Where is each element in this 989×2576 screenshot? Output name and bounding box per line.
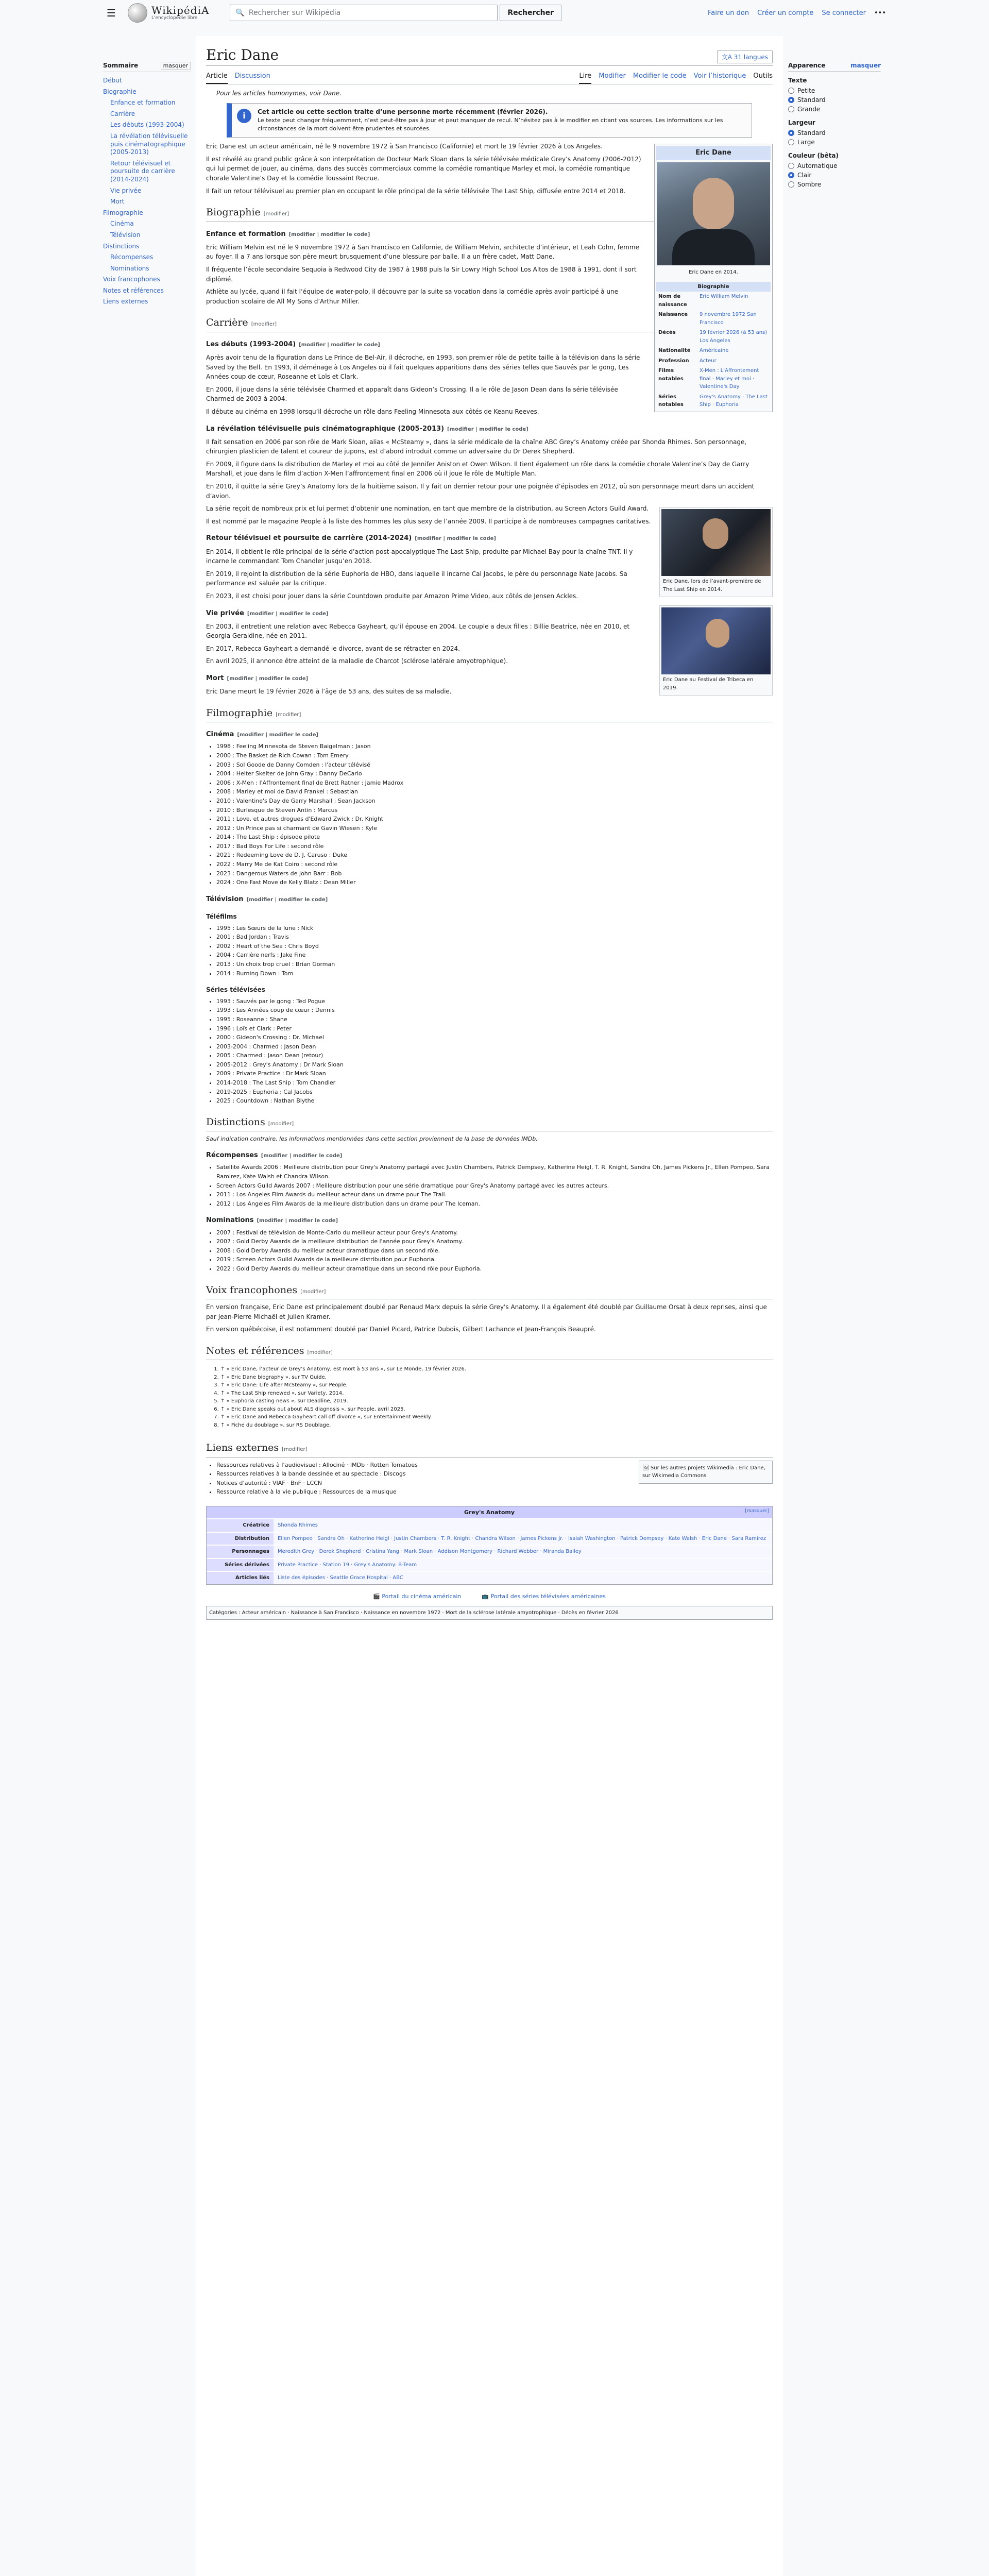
filmography-item: • 2017 : Bad Boys For Life : second rôle	[216, 842, 773, 851]
voix-paragraph-1: En version française, Eric Dane est principalement doublé par Renaud Marx depuis la série Grey's Anatomy. Il a également été doublé par Guillaume Orsat à deux reprises, ainsi que par Jean-Pierre Michaël et Julien Kramer.	[206, 1303, 767, 1320]
portals	[206, 1592, 773, 1601]
series-item: • 1993 : Sauvés par le gong : Ted Pogue	[216, 997, 773, 1006]
color-light[interactable]: Clair	[788, 171, 881, 180]
section-notes: Notes et références [modifier]	[206, 1344, 773, 1360]
infobox-value[interactable]: 19 février 2026 (à 53 ans) Los Angeles	[700, 330, 768, 344]
search-input[interactable]	[230, 5, 498, 21]
filmography-item: • 2006 : X-Men : l'Affrontement final de Brett Ratner : Jamie Madrox	[216, 778, 773, 788]
tab-history[interactable]: Voir l’historique	[693, 72, 746, 80]
voix-paragraph-2: En version québécoise, il est notamment doublé par Daniel Picard, Patrice Dubois, Gilbert Lachance et Jean-François Beaupré.	[206, 1326, 596, 1333]
section-carriere: Carrière [modifier]	[206, 315, 773, 332]
filmography-item: • 2010 : Valentine's Day de Garry Marshall : Sean Jackson	[216, 796, 773, 806]
debuts-paragraph-2: En 2000, il joue dans la série télévisée Charmed et apparaît dans Gideon’s Crossing. Il a le rôle de Jason Dean dans la série télévisée Charmed de 2003 à 2004.	[206, 385, 618, 403]
search-button[interactable]: Rechercher	[500, 5, 561, 21]
series-item: • 2005-2012 : Grey's Anatomy : Dr Mark Sloan	[216, 1060, 773, 1070]
text-size-large[interactable]: Grande	[788, 105, 881, 114]
telefilm-item: • 2004 : Carrière nerfs : Jake Fine	[216, 951, 773, 960]
series-item: • 1993 : Les Années coup de cœur : Dennis	[216, 1006, 773, 1015]
toc-hide-button[interactable]: masquer	[161, 62, 191, 70]
language-button[interactable]: 文A 31 langues	[717, 50, 773, 63]
infobox-key: Nom de naissance	[658, 294, 687, 308]
telefilm-item: • 2002 : Heart of the Sea : Chris Boyd	[216, 942, 773, 951]
infobox-value[interactable]: 9 novembre 1972 San Francisco	[700, 312, 757, 326]
toc-item[interactable]: La révélation télévisuelle puis cinématographique (2005-2013)	[110, 132, 188, 156]
filmography-item: • 2000 : The Basket de Rich Cowan : Tom Emery	[216, 751, 773, 760]
infobox-key: Profession	[658, 358, 689, 364]
filmography-item: • 2012 : Un Prince pas si charmant de Gavin Wiesen : Kyle	[216, 824, 773, 833]
award-item: • Satellite Awards 2006 : Meilleure distribution pour Grey's Anatomy partagé avec Justin Chambers, Patrick Dempsey, Katherine Heigl, T. R. Knight, Sandra Oh, James Pickens Jr., Ellen Pompeo, Sara Ramirez, Kate Walsh et Chandra Wilson.	[216, 1163, 773, 1181]
infobox-row	[656, 346, 771, 356]
page-tabs	[206, 69, 773, 84]
filmography-item: • 2008 : Marley et moi de David Frankel : Sebastian	[216, 787, 773, 796]
awards-list	[206, 1163, 773, 1208]
tab-edit[interactable]: Modifier	[599, 72, 626, 80]
recent-death-notice	[227, 103, 752, 138]
intro-paragraph-2: Il est révélé au grand public grâce à son interprétation de Docteur Mark Sloan dans la série télévisée médicale Grey’s Anatomy (2006-2012) qui lui permet de jouer, au cinéma, dans des succès commerciaux comme la comédie romantique Marley et moi, la comédie romantique chorale Valentine’s Day et la comédie Toussaint Recrue.	[206, 155, 641, 182]
toc-item[interactable]: Mort	[110, 198, 125, 206]
revelation-paragraph-4: La série reçoit de nombreux prix et lui permet d’obtenir une nomination, en tant que membre de la distribution, au Screen Actors Guild Award.	[206, 505, 649, 513]
infobox-row	[656, 392, 771, 410]
vie-paragraph-3: En avril 2025, il annonce être atteint de la maladie de Charcot (sclérose latérale amyotrophique).	[206, 657, 508, 665]
toc-item[interactable]: Vie privée	[110, 187, 142, 194]
reference-item: 3. ↑ « Eric Dane: Life after McSteamy », sur People.	[220, 1381, 773, 1389]
toc-item[interactable]: Retour télévisuel et poursuite de carrière (2014-2024)	[110, 159, 175, 183]
toc-item[interactable]: Les débuts (1993-2004)	[110, 121, 184, 129]
infobox-row	[656, 310, 771, 328]
tab-article[interactable]: Article	[206, 69, 228, 84]
color-dark[interactable]: Sombre	[788, 180, 881, 189]
info-icon: i	[237, 109, 251, 123]
toc-item[interactable]: Voix francophones	[103, 276, 160, 283]
debuts-paragraph-3: Il débute au cinéma en 1998 lorsqu’il décroche un rôle dans Feeling Minnesota aux côtés de Keanu Reeves.	[206, 408, 539, 415]
revelation-paragraph-2: En 2009, il figure dans la distribution de Marley et moi au côté de Jennifer Aniston et Owen Wilson. Il tient également un rôle dans la comédie chorale Valentine’s Day de Garry Marshall, et joue dans le film d’action X-Men l’affrontement final en 2006 où il joue le rôle de Multiple Man.	[206, 460, 749, 478]
toc-item[interactable]: Nominations	[110, 264, 149, 272]
filmography-item: • 2022 : Marry Me de Kat Coiro : second rôle	[216, 860, 773, 869]
appearance-title: Apparence	[788, 62, 826, 69]
nomination-item: • 2008 : Gold Derby Awards du meilleur acteur dramatique dans un second rôle.	[216, 1246, 773, 1256]
toc-item[interactable]: Télévision	[110, 231, 141, 239]
telefilm-list	[206, 924, 773, 978]
category-links[interactable]: Catégories : Acteur américain · Naissance à San Francisco · Naissance en novembre 1972 · Mort de la sclérose latérale amyotrophique · Décès en février 2026	[206, 1606, 773, 1620]
site-tagline: L'encyclopédie libre	[151, 15, 198, 21]
mort-paragraph-1: Eric Dane meurt le 19 février 2026 à l’âge de 53 ans, des suites de sa maladie.	[206, 688, 452, 696]
site-name: WikipédiA	[151, 4, 210, 16]
reference-item: 2. ↑ « Eric Dane biography », sur TV Guide.	[220, 1374, 773, 1382]
infobox-key: Séries notables	[658, 394, 684, 408]
nomination-item: • 2007 : Festival de télévision de Monte-Carlo du meilleur acteur pour Grey's Anatomy.	[216, 1228, 773, 1238]
infobox	[654, 144, 773, 412]
text-size-standard[interactable]: Standard	[788, 95, 881, 105]
navbox-group: Distribution	[207, 1533, 274, 1545]
series-item: • 2005 : Charmed : Jason Dean (retour)	[216, 1051, 773, 1060]
infobox-value[interactable]: Américaine	[700, 348, 729, 354]
portrait-caption: Eric Dane en 2014.	[689, 269, 738, 276]
infobox-section: Biographie	[656, 282, 771, 292]
infobox-value[interactable]: Eric William Melvin	[700, 294, 748, 300]
tab-discussion[interactable]: Discussion	[234, 72, 270, 80]
filmography-item: • 1998 : Feeling Minnesota de Steven Baigelman : Jason	[216, 742, 773, 751]
section-nominations: Nominations [modifier | modifier le code]	[206, 1216, 338, 1225]
enfance-paragraph-2: Il fréquente l’école secondaire Sequoia à Redwood City de 1987 à 1988 puis la Sir Lowry High School Los Altos de 1988 à 1991, dont il sort diplômé.	[206, 266, 637, 283]
distinctions-note: Sauf indication contraire, les informations mentionnées dans cette section proviennent de la base de données IMDb.	[206, 1136, 538, 1143]
section-telefilms: Téléfilms	[206, 912, 237, 920]
intro-paragraph-3: Il fait un retour télévisuel au premier plan en occupant le rôle principal de la série télévisée The Last Ship, diffusée entre 2014 et 2018.	[206, 187, 626, 195]
donate-link[interactable]: Faire un don	[707, 9, 749, 17]
section-retour: Retour télévisuel et poursuite de carrière (2014-2024) [modifier | modifier le code]	[206, 534, 496, 543]
tab-edit-source[interactable]: Modifier le code	[633, 72, 687, 80]
infobox-row	[656, 328, 771, 346]
infobox-key: Naissance	[658, 312, 688, 318]
infobox-row	[656, 356, 771, 366]
section-liens: Liens externes [modifier]	[206, 1440, 773, 1457]
toc-item[interactable]: Carrière	[110, 110, 135, 117]
external-link-item: • Ressources relatives à la bande dessinée et au spectacle : Discogs	[216, 1469, 773, 1479]
filmography-item: • 2024 : One Fast Move de Kelly Blatz : Dean Miller	[216, 878, 773, 887]
infobox-value[interactable]: Acteur	[700, 358, 717, 364]
section-voix: Voix francophones [modifier]	[206, 1283, 773, 1299]
filmography-item: • 2003 : Sol Goode de Danny Comden : l'acteur télévisé	[216, 760, 773, 770]
series-item: • 1995 : Roseanne : Shane	[216, 1015, 773, 1024]
filmography-item: • 2004 : Helter Skelter de John Gray : Danny DeCarlo	[216, 769, 773, 778]
article-content	[196, 36, 783, 2576]
infobox-key: Nationalité	[658, 348, 691, 354]
revelation-paragraph-1: Il fait sensation en 2006 par son rôle de Mark Sloan, alias « McSteamy », dans la série médicale de la chaîne ABC Grey’s Anatomy créée par Shonda Rhimes. Son personnage, chirurgien plasticien de talent et coureur de jupons, est d’abord introduit comme un adversaire du Dr Derek Shepherd.	[206, 438, 747, 455]
series-item: • 2000 : Gideon's Crossing : Dr. Michael	[216, 1033, 773, 1042]
filmography-item: • 2011 : Love, et autres drogues d'Edward Zwick : Dr. Knight	[216, 815, 773, 824]
vie-paragraph-2: En 2017, Rebecca Gayheart a demandé le divorce, avant de se rétracter en 2024.	[206, 645, 460, 652]
navbox-group: Articles liés	[207, 1572, 274, 1584]
external-link-item: • Ressources relatives à l’audiovisuel : Allociné · IMDb · Rotten Tomatoes	[216, 1461, 773, 1470]
text-size-label: Texte	[788, 77, 807, 84]
toc-item[interactable]: Cinéma	[110, 220, 134, 228]
user-links	[708, 9, 886, 17]
navbox-group: Séries dérivées	[207, 1559, 274, 1571]
navbox-row	[207, 1518, 772, 1532]
color-auto[interactable]: Automatique	[788, 161, 881, 171]
navbox-greys-anatomy	[206, 1506, 773, 1585]
menu-icon[interactable]: ☰	[107, 7, 116, 19]
sister-projects-box: 🖼 Sur les autres projets Wikimedia : Eric Dane, sur Wikimedia Commons	[639, 1461, 773, 1484]
toc-item[interactable]: Notes et références	[103, 286, 164, 294]
navbox-row	[207, 1545, 772, 1558]
toc-item[interactable]: Début	[103, 77, 122, 84]
portrait-image[interactable]	[657, 162, 770, 265]
notice-text: Le texte peut changer fréquemment, n’est peut-être pas à jour et peut manquer de recul. N’hésitez pas à le modifier en citant vos sources. Les informations sur les circonstances de la mort doivent être prudentes et sourcées.	[258, 117, 723, 132]
infobox-row	[656, 366, 771, 392]
section-series: Séries télévisées	[206, 986, 265, 994]
series-item: • 2009 : Private Practice : Dr Mark Sloan	[216, 1069, 773, 1078]
toc-sidebar	[103, 62, 191, 308]
thumbnail-2014-caption: Eric Dane, lors de l’avant-première de The Last Ship en 2014.	[663, 579, 761, 592]
telefilm-item: • 2013 : Un choix trop cruel : Brian Gorman	[216, 960, 773, 969]
telefilm-item: • 2001 : Bad Jordan : Travis	[216, 933, 773, 942]
infobox-row	[656, 292, 771, 310]
navbox-row	[207, 1558, 772, 1571]
infobox-title: Eric Dane	[656, 146, 771, 160]
text-size-small[interactable]: Petite	[788, 86, 881, 95]
portal-series[interactable]: 📺 Portail des séries télévisées américaines	[482, 1592, 606, 1600]
toc-item[interactable]: Liens externes	[103, 298, 148, 306]
enfance-paragraph-3: Athlète au lycée, quand il fait l’équipe de water-polo, il découvre par la suite sa vocation dans la comédie après avoir participé à une production scolaire de All My Sons d’Arthur Miller.	[206, 288, 619, 305]
section-filmographie: Filmographie [modifier]	[206, 706, 773, 722]
retour-paragraph-2: En 2019, il rejoint la distribution de la série Euphoria de HBO, dans laquelle il incarne Cal Jacobs, le père du personnage Nate Jacobs. Sa performance est saluée par la critique.	[206, 570, 627, 587]
search-placeholder: Rechercher sur Wikipédia	[248, 9, 341, 17]
navbox-list[interactable]: Private Practice · Station 19 · Grey's Anatomy: B-Team	[274, 1559, 772, 1571]
more-options-icon[interactable]: •••	[874, 9, 886, 17]
debuts-paragraph-1: Après avoir tenu de la figuration dans Le Prince de Bel-Air, il décroche, en 1993, son premier rôle de petite taille à la télévision dans la série Saved by the Bell. En 1993, il déménage à Los Angeles où il fait quelques apparitions dans des séries telles que Sauvés par le gong, Les Années coup de cœur, Roseanne et Loïs et Clark.	[206, 353, 640, 381]
reference-item: 1. ↑ « Eric Dane, l’acteur de Grey’s Anatomy, est mort à 53 ans », sur Le Monde, 19 février 2026.	[220, 1365, 773, 1374]
navbox-group: Personnages	[207, 1546, 274, 1558]
filmography-item: • 2021 : Redeeming Love de D. J. Caruso : Duke	[216, 851, 773, 860]
appearance-sidebar	[788, 62, 881, 189]
infobox-value[interactable]: X-Men : L'Affrontement final · Marley et moi · Valentine's Day	[700, 368, 759, 390]
telefilm-item: • 2014 : Burning Down : Tom	[216, 969, 773, 978]
filmography-item: • 2023 : Dangerous Waters de John Barr : Bob	[216, 869, 773, 878]
infobox-key: Films notables	[658, 368, 684, 382]
section-vie-privee: Vie privée [modifier | modifier le code]	[206, 609, 329, 617]
reference-item: 7. ↑ « Eric Dane and Rebecca Gayheart call off divorce », sur Entertainment Weekly.	[220, 1413, 773, 1421]
filmography-item: • 2014 : The Last Ship : épisode pilote	[216, 833, 773, 842]
section-revelation: La révélation télévisuelle puis cinématographique (2005-2013) [modifier | modifier le code]	[206, 425, 528, 433]
navbox-list[interactable]: Liste des épisodes · Seattle Grace Hospital · ABC	[274, 1572, 772, 1584]
series-list	[206, 997, 773, 1106]
external-link-item: • Notices d’autorité : VIAF · BnF · LCCN	[216, 1479, 773, 1488]
section-television: Télévision [modifier | modifier le code]	[206, 895, 328, 903]
series-item: • 2025 : Countdown : Nathan Blythe	[216, 1096, 773, 1106]
retour-paragraph-1: En 2014, il obtient le rôle principal de la série d’action post-apocalyptique The Last Ship, produite par Michael Bay pour la chaîne TNT. Il y incarne le commandant Tom Chandler jusqu’en 2018.	[206, 548, 633, 565]
series-item: • 2003-2004 : Charmed : Jason Dean	[216, 1042, 773, 1052]
infobox-key: Décès	[658, 330, 676, 336]
toc-title: Sommaire	[103, 62, 139, 69]
nomination-item: • 2007 : Gold Derby Awards de la meilleure distribution de l'année pour Grey's Anatomy.	[216, 1237, 773, 1246]
top-header	[0, 0, 989, 26]
enfance-paragraph-1: Eric William Melvin est né le 9 novembre 1972 à San Francisco en Californie, de William Melvin, architecte d’intérieur, et Leah Cohn, femme au foyer. Il a 7 ans lorsque son père meurt brusquement d’une blessure par balle. Il a un frère cadet, Matt Dane.	[206, 243, 639, 261]
reference-item: 4. ↑ « The Last Ship renewed », sur Variety, 2014.	[220, 1389, 773, 1398]
thumbnail-2014[interactable]	[659, 507, 773, 597]
hatnote: Pour les articles homonymes, voir Dane.	[216, 90, 342, 97]
wikipedia-globe-icon	[128, 3, 147, 23]
reference-item: 5. ↑ « Euphoria casting news », sur Deadline, 2019.	[220, 1397, 773, 1405]
toc-item[interactable]: Enfance et formation	[110, 99, 176, 107]
login-link[interactable]: Se connecter	[822, 9, 866, 17]
navbox-row	[207, 1532, 772, 1545]
page-title: Eric Dane	[206, 46, 279, 63]
external-link-item: • Ressource relative à la vie publique : Ressources de la musique	[216, 1487, 773, 1497]
award-item: • 2011 : Los Angeles Film Awards du meilleur acteur dans un drame pour The Trail.	[216, 1190, 773, 1199]
tab-tools[interactable]: Outils	[753, 72, 773, 80]
section-recompenses: Récompenses [modifier | modifier le code]	[206, 1151, 343, 1160]
toc-item[interactable]: Récompenses	[110, 253, 154, 261]
intro-paragraph-1: Eric Dane est un acteur américain, né le 9 novembre 1972 à San Francisco (Californie) et mort le 19 février 2026 à Los Angeles.	[206, 143, 603, 150]
cinema-list	[206, 742, 773, 887]
retour-paragraph-3: En 2023, il est choisi pour jouer dans la série Countdown produite par Amazon Prime Video, aux côtés de Jensen Ackles.	[206, 592, 578, 600]
navbox-list[interactable]: Ellen Pompeo · Sandra Oh · Katherine Heigl · Justin Chambers · T. R. Knight · Chandra Wilson · James Pickens Jr. · Isaiah Washington · Patrick Dempsey · Kate Walsh · Eric Dane · Sara Ramirez	[274, 1533, 772, 1545]
reference-item: 6. ↑ « Eric Dane speaks out about ALS diagnosis », sur People, avril 2025.	[220, 1405, 773, 1414]
portal-cinema[interactable]: 🎬 Portail du cinéma américain	[373, 1592, 462, 1600]
series-item: • 1996 : Loïs et Clark : Peter	[216, 1024, 773, 1033]
thumbnail-2019[interactable]	[659, 605, 773, 696]
commons-icon: 🖼	[642, 1465, 649, 1471]
navbox-list[interactable]: Meredith Grey · Derek Shepherd · Cristina Yang · Mark Sloan · Addison Montgomery · Richard Webber · Miranda Bailey	[274, 1546, 772, 1558]
width-large[interactable]: Large	[788, 138, 881, 147]
filmography-item: • 2010 : Burlesque de Steven Antin : Marcus	[216, 806, 773, 815]
create-account-link[interactable]: Créer un compte	[757, 9, 814, 17]
nomination-item: • 2022 : Gold Derby Awards du meilleur acteur dramatique dans un second rôle pour Euphoria.	[216, 1264, 773, 1274]
navbox-list[interactable]: Shonda Rhimes	[274, 1519, 772, 1532]
section-mort: Mort [modifier | modifier le code]	[206, 674, 309, 683]
telefilm-item: • 1995 : Les Sœurs de la lune : Nick	[216, 924, 773, 933]
appearance-hide-button[interactable]: masquer	[850, 62, 881, 69]
color-label: Couleur (bêta)	[788, 152, 839, 159]
revelation-paragraph-5: Il est nommé par le magazine People à la liste des hommes les plus sexy de l’année 2009. Il participe à de nombreuses campagnes caritatives.	[206, 517, 651, 525]
width-label: Largeur	[788, 119, 815, 126]
award-item: • 2012 : Los Angeles Film Awards de la meilleure distribution dans un drame pour The Iceman.	[216, 1199, 773, 1209]
section-biographie: Biographie [modifier]	[206, 205, 773, 222]
toc-item[interactable]: Distinctions	[103, 242, 140, 250]
toc-item[interactable]: Biographie	[103, 88, 137, 95]
section-debuts: Les débuts (1993-2004) [modifier | modifier le code]	[206, 340, 380, 348]
navbox-title: Grey's Anatomy	[464, 1509, 515, 1516]
search-icon: 🔍	[235, 9, 245, 17]
infobox-value[interactable]: Grey's Anatomy · The Last Ship · Euphoria	[700, 394, 768, 408]
series-item: • 2014-2018 : The Last Ship : Tom Chandler	[216, 1078, 773, 1088]
revelation-paragraph-3: En 2010, il quitte la série Grey’s Anatomy lors de la huitième saison. Il y fait un dernier retour pour une poignée d’épisodes en 2012, où son personnage meurt dans un accident d’avion.	[206, 483, 755, 500]
toc-item[interactable]: Filmographie	[103, 209, 143, 216]
section-distinctions: Distinctions [modifier]	[206, 1115, 773, 1131]
nomination-item: • 2019 : Screen Actors Guild Awards de la meilleure distribution pour Euphoria.	[216, 1255, 773, 1264]
vie-paragraph-1: En 2003, il entretient une relation avec Rebecca Gayheart, qu’il épouse en 2004. Le couple a deux filles : Billie Beatrice, née en 2010, et Georgia Geraldine, née en 2011.	[206, 622, 630, 640]
series-item: • 2019-2025 : Euphoria : Cal Jacobs	[216, 1088, 773, 1097]
site-logo[interactable]	[128, 3, 209, 23]
navbox-row	[207, 1571, 772, 1584]
tab-read[interactable]: Lire	[579, 69, 591, 84]
width-standard[interactable]: Standard	[788, 128, 881, 138]
navbox-hide[interactable]: [masquer]	[745, 1509, 769, 1514]
thumbnail-2019-caption: Eric Dane au Festival de Tribeca en 2019.	[663, 677, 754, 691]
section-enfance: Enfance et formation [modifier | modifier le code]	[206, 230, 370, 238]
reference-item: 8. ↑ « Fiche du doublage », sur RS Doublage.	[220, 1421, 773, 1430]
award-item: • Screen Actors Guild Awards 2007 : Meilleure distribution pour une série dramatique pour Grey's Anatomy partagé avec les autres acteurs.	[216, 1181, 773, 1191]
references-list	[206, 1365, 773, 1429]
nominations-list	[206, 1228, 773, 1274]
notice-title: Cet article ou cette section traite d’une personne morte récemment (février 2026).	[258, 108, 548, 115]
navbox-group: Créatrice	[207, 1519, 274, 1532]
section-cinema: Cinéma [modifier | modifier le code]	[206, 731, 319, 739]
